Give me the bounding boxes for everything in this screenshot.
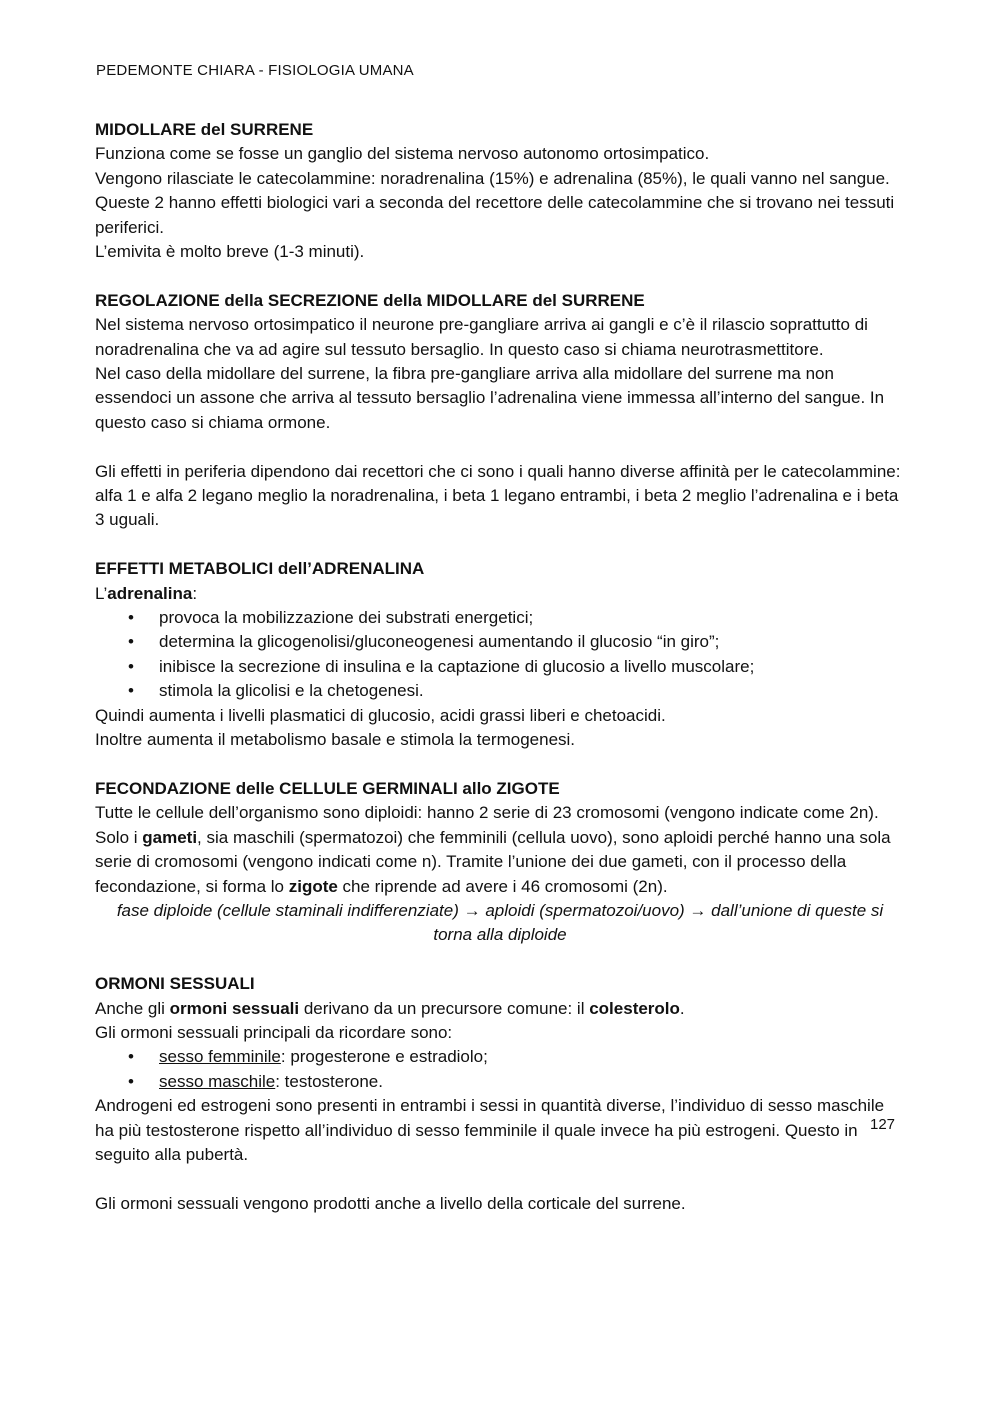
section-title-fecondazione: FECONDAZIONE delle CELLULE GERMINALI allo ZIGOTE xyxy=(95,778,560,798)
list-item: • provoca la mobilizzazione dei substrati energetici; xyxy=(95,606,905,630)
bold-term: ormoni sessuali xyxy=(169,998,300,1018)
italic-summary: fase diploide (cellule staminali indifferenziate) → aploidi (spermatozoi/uovo) → dall’unione di queste si torna alla diploide xyxy=(116,900,884,945)
bold-term: gameti xyxy=(142,827,198,847)
bold-term: colesterolo xyxy=(589,998,680,1018)
bullet-list xyxy=(95,606,905,704)
bullet-list xyxy=(95,1045,905,1094)
paragraph: Funziona come se fosse un ganglio del sistema nervoso autonomo ortosimpatico. xyxy=(95,144,710,164)
page-number: 127 xyxy=(870,1116,896,1133)
paragraph: L’emivita è molto breve (1-3 minuti). xyxy=(95,242,365,262)
bold-term: adrenalina xyxy=(107,583,193,603)
section-title-regolazione: REGOLAZIONE della SECREZIONE della MIDOLLARE del SURRENE xyxy=(95,290,645,310)
paragraph-intro: L’adrenalina: xyxy=(95,583,198,603)
list-item: • determina la glicogenolisi/gluconeogenesi aumentando il glucosio “in giro”; xyxy=(95,630,905,654)
underlined-term: sesso maschile xyxy=(159,1071,276,1091)
list-item: • sesso femminile: progesterone e estradiolo; xyxy=(95,1045,905,1069)
page-header: PEDEMONTE CHIARA - FISIOLOGIA UMANA xyxy=(96,62,414,79)
paragraph: Nel caso della midollare del surrene, la fibra pre-gangliare arriva alla midollare del surrene ma non essendoci un assone che arriva al tessuto bersaglio l’adrenalina viene immessa all’interno del sangue. In questo caso si chiama ormone. xyxy=(95,364,885,432)
paragraph: Quindi aumenta i livelli plasmatici di glucosio, acidi grassi liberi e chetoacidi. xyxy=(95,705,666,725)
paragraph: Vengono rilasciate le catecolammine: noradrenalina (15%) e adrenalina (85%), le quali vanno nel sangue. xyxy=(95,168,890,188)
bold-term: zigote xyxy=(288,876,338,896)
paragraph: Solo i gameti, sia maschili (spermatozoi) che femminili (cellula uovo), sono aploidi perché hanno una sola serie di cromosomi (vengono indicati come n). Tramite l’unione dei due gameti, con il processo della fecondazione, si forma lo zigote che riprende ad avere i 46 cromosomi (2n). xyxy=(95,827,891,896)
section-title-midollare: MIDOLLARE del SURRENE xyxy=(95,120,314,139)
section-title-effetti-metabolici: EFFETTI METABOLICI dell’ADRENALINA xyxy=(95,559,425,579)
underlined-term: sesso femminile xyxy=(159,1047,281,1067)
paragraph: Anche gli ormoni sessuali derivano da un precursore comune: il colesterolo. xyxy=(95,998,685,1018)
list-item: • inibisce la secrezione di insulina e la captazione di glucosio a livello muscolare; xyxy=(95,655,905,679)
paragraph: Gli ormoni sessuali principali da ricordare sono: xyxy=(95,1022,453,1042)
paragraph: Tutte le cellule dell’organismo sono diploidi: hanno 2 serie di 23 cromosomi (vengono indicate come 2n). xyxy=(95,803,879,823)
page-content xyxy=(95,118,905,1216)
paragraph: Gli ormoni sessuali vengono prodotti anche a livello della corticale del surrene. xyxy=(95,1193,686,1213)
list-item: • sesso maschile: testosterone. xyxy=(95,1070,905,1094)
section-title-ormoni-sessuali: ORMONI SESSUALI xyxy=(95,974,255,994)
paragraph: Queste 2 hanno effetti biologici vari a seconda del recettore delle catecolammine che si trovano nei tessuti periferici. xyxy=(95,193,895,237)
paragraph: Inoltre aumenta il metabolismo basale e stimola la termogenesi. xyxy=(95,730,576,750)
paragraph: Androgeni ed estrogeni sono presenti in entrambi i sessi in quantità diverse, l’individuo di sesso maschile ha più testosterone rispetto all’individuo di sesso femminile il quale invece ha più estrogeni. Questo in seguito alla pubertà. xyxy=(95,1096,885,1164)
list-item: • stimola la glicolisi e la chetogenesi. xyxy=(95,679,905,703)
paragraph: Nel sistema nervoso ortosimpatico il neurone pre-gangliare arriva ai gangli e c’è il rilascio soprattutto di noradrenalina che va ad agire sul tessuto bersaglio. In questo caso si chiama neurotrasmettitore. xyxy=(95,315,868,359)
paragraph: Gli effetti in periferia dipendono dai recettori che ci sono i quali hanno diverse affinità per le catecolammine: alfa 1 e alfa 2 legano meglio la noradrenalina, i beta 1 legano entrambi, i beta 2 meglio l’adrenalina e i beta 3 uguali. xyxy=(95,461,901,530)
